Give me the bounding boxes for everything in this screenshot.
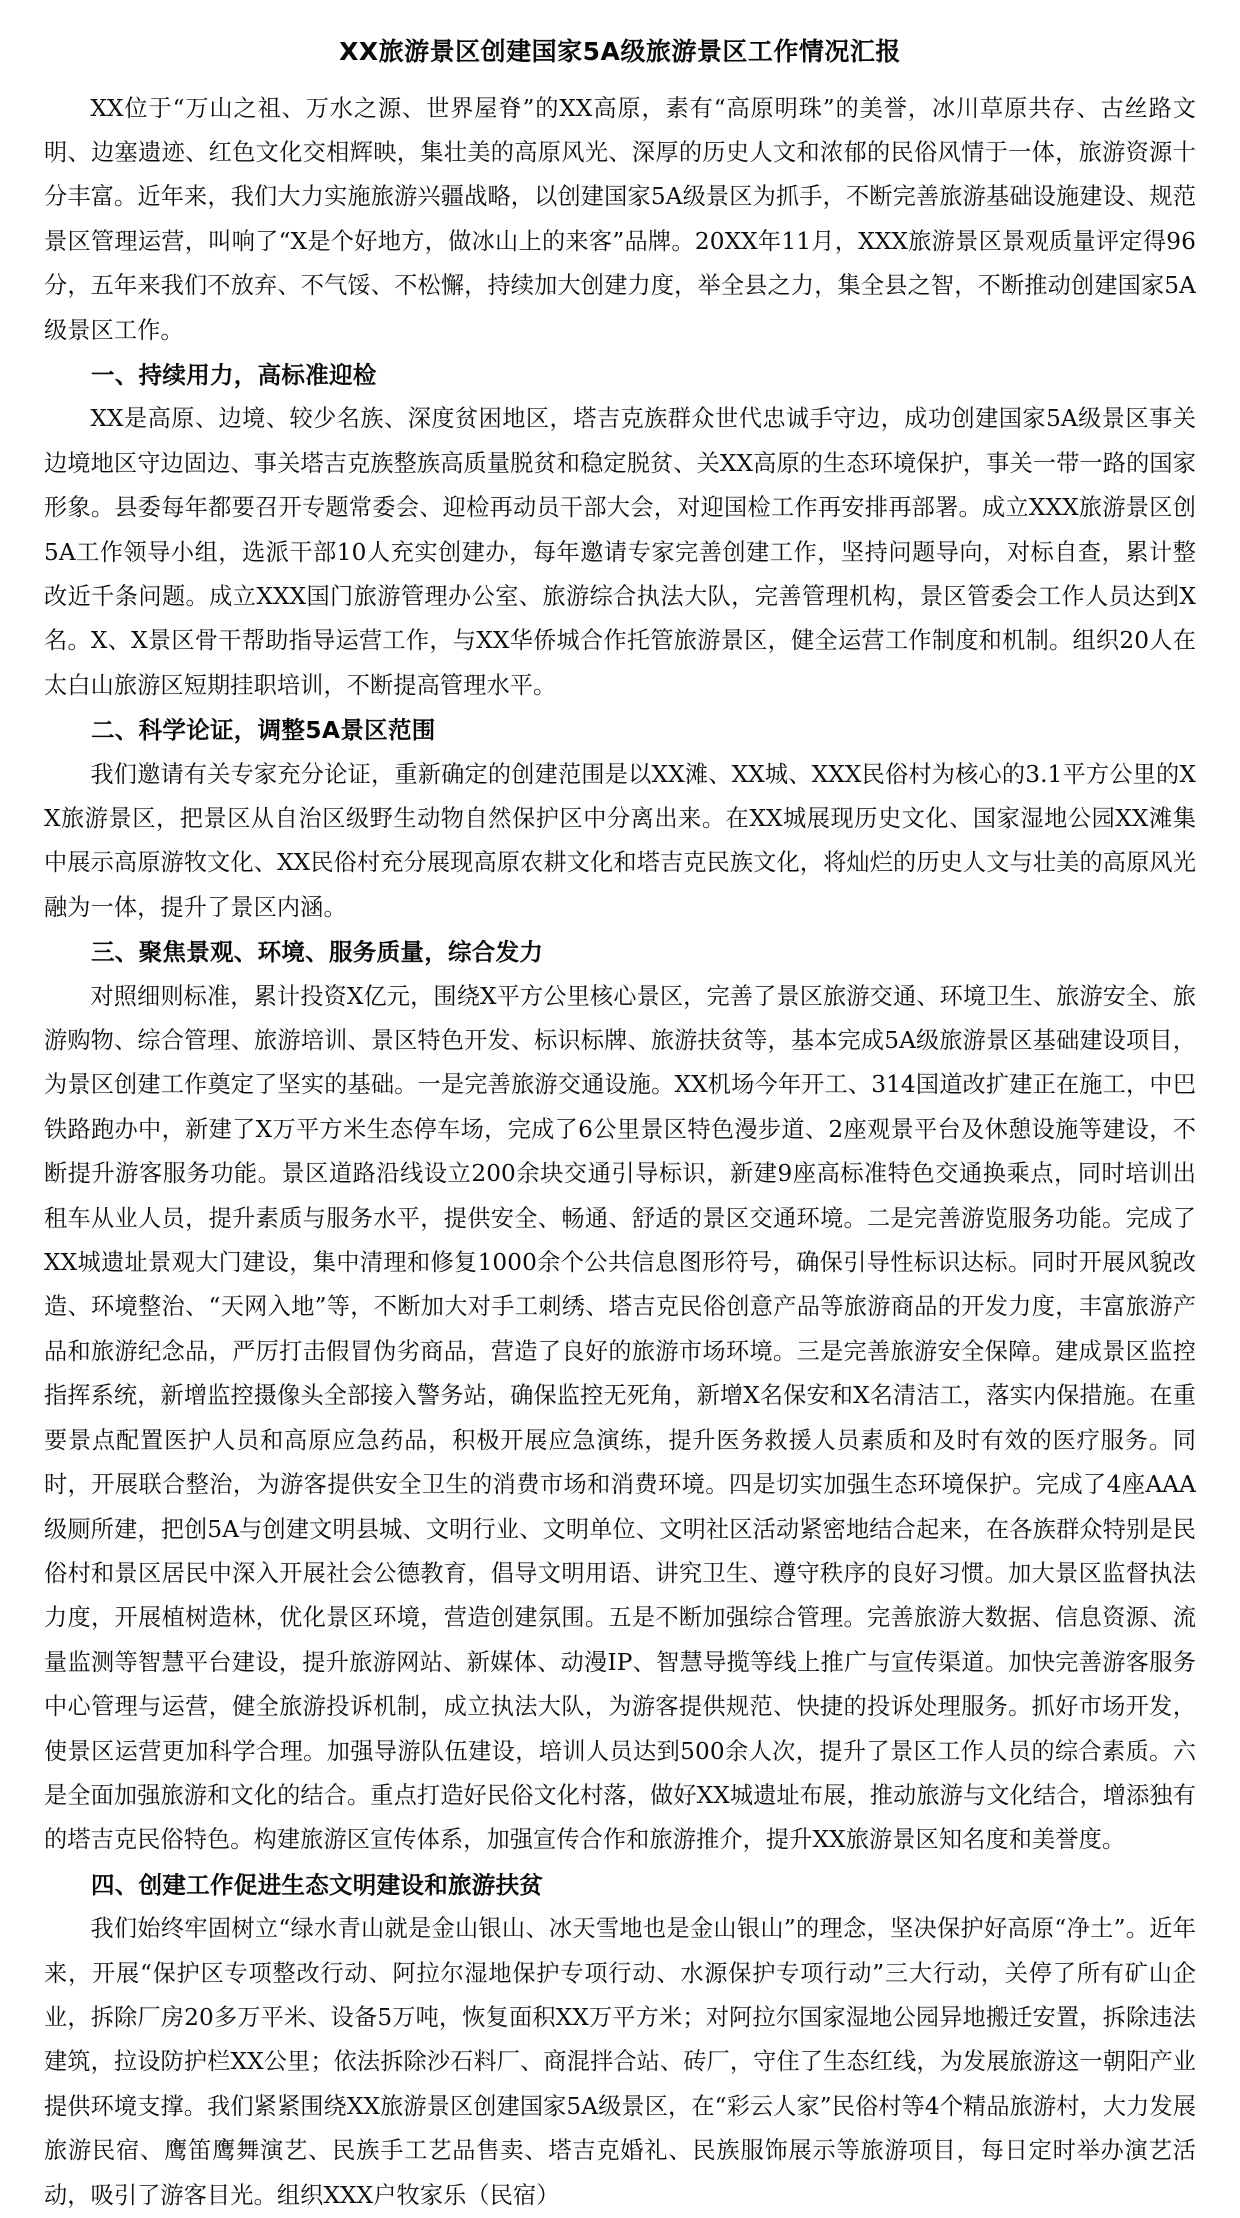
body-paragraph-section-1: XX是高原、边境、较少名族、深度贫困地区，塔吉克族群众世代忠诚手守边，成功创建国家5A级景区事关边境地区守边固边、事关塔吉克族整族高质量脱贫和稳定脱贫、关XX高原的生态环境保护，事关一带一路的国家形象。县委每年都要召开专题常委会、迎检再动员干部大会，对迎国检工作再安排再部署。成立XXX旅游景区创5A工作领导小组，选派干部10人充实创建办，每年邀请专家完善创建工作，坚持问题导向，对标自查，累计整改近千条问题。成立XXX国门旅游管理办公室、旅游综合执法大队，完善管理机构，景区管委会工作人员达到X名。X、X景区骨干帮助指导运营工作，与XX华侨城合作托管旅游景区，健全运营工作制度和机制。组织20人在太白山旅游区短期挂职培训，不断提高管理水平。: [44, 405, 1196, 699]
section-heading-2: 二、科学论证，调整5A景区范围: [91, 716, 436, 745]
body-paragraph-section-3: 对照细则标准，累计投资X亿元，围绕X平方公里核心景区，完善了景区旅游交通、环境卫生、旅游安全、旅游购物、综合管理、旅游培训、景区特色开发、标识标牌、旅游扶贫等，基本完成5A级旅游景区基础建设项目，为景区创建工作奠定了坚实的基础。一是完善旅游交通设施。XX机场今年开工、314国道改扩建正在施工，中巴铁路跑办中，新建了X万平方米生态停车场，完成了6公里景区特色漫步道、2座观景平台及休憩设施等建设，不断提升游客服务功能。景区道路沿线设立200余块交通引导标识，新建9座高标准特色交通换乘点，同时培训出租车从业人员，提升素质与服务水平，提供安全、畅通、舒适的景区交通环境。二是完善游览服务功能。完成了XX城遗址景观大门建设，集中清理和修复1000余个公共信息图形符号，确保引导性标识达标。同时开展风貌改造、环境整治、“天网入地”等，不断加大对手工刺绣、塔吉克民俗创意产品等旅游商品的开发力度，丰富旅游产品和旅游纪念品，严厉打击假冒伪劣商品，营造了良好的旅游市场环境。三是完善旅游安全保障。建成景区监控指挥系统，新增监控摄像头全部接入警务站，确保监控无死角，新增X名保安和X名清洁工，落实内保措施。在重要景点配置医护人员和高原应急药品，积极开展应急演练，提升医务救援人员素质和及时有效的医疗服务。同时，开展联合整治，为游客提供安全卫生的消费市场和消费环境。四是切实加强生态环境保护。完成了4座AAA级厕所建，把创5A与创建文明县城、文明行业、文明单位、文明社区活动紧密地结合起来，在各族群众特别是民俗村和景区居民中深入开展社会公德教育，倡导文明用语、讲究卫生、遵守秩序的良好习惯。加大景区监督执法力度，开展植树造林，优化景区环境，营造创建氛围。五是不断加强综合管理。完善旅游大数据、信息资源、流量监测等智慧平台建设，提升旅游网站、新媒体、动漫IP、智慧导揽等线上推广与宣传渠道。加快完善游客服务中心管理与运营，健全旅游投诉机制，成立执法大队，为游客提供规范、快捷的投诉处理服务。抓好市场开发，使景区运营更加科学合理。加强导游队伍建设，培训人员达到500余人次，提升了景区工作人员的综合素质。六是全面加强旅游和文化的结合。重点打造好民俗文化村落，做好XX城遗址布展，推动旅游与文化结合，增添独有的塔吉克民俗特色。构建旅游区宣传体系，加强宣传合作和旅游推介，提升XX旅游景区知名度和美誉度。: [44, 982, 1196, 1854]
section-heading-4: 四、创建工作促进生态文明建设和旅游扶贫: [91, 1870, 544, 1899]
body-paragraph-section-2: 我们邀请有关专家充分论证，重新确定的创建范围是以XX滩、XX城、XXX民俗村为核心的3.1平方公里的XX旅游景区，把景区从自治区级野生动物自然保护区中分离出来。在XX城展现历史文化、国家湿地公园XX滩集中展示高原游牧文化、XX民俗村充分展现高原农耕文化和塔吉克民族文化，将灿烂的历史人文与壮美的高原风光融为一体，提升了景区内涵。: [44, 760, 1196, 921]
body-paragraph-intro: XX位于“万山之祖、万水之源、世界屋脊”的XX高原，素有“高原明珠”的美誉，冰川草原共存、古丝路文明、边塞遗迹、红色文化交相辉映，集壮美的高原风光、深厚的历史人文和浓郁的民俗风情于一体，旅游资源十分丰富。近年来，我们大力实施旅游兴疆战略，以创建国家5A级景区为抓手，不断完善旅游基础设施建设、规范景区管理运营，叫响了“X是个好地方，做冰山上的来客”品牌。20XX年11月，XXX旅游景区景观质量评定得96分，五年来我们不放弃、不气馁、不松懈，持续加大创建力度，举全县之力，集全县之智，不断推动创建国家5A级景区工作。: [44, 94, 1196, 344]
section-heading-3: 三、聚焦景观、环境、服务质量，综合发力: [91, 938, 544, 967]
page-title: XX旅游景区创建国家5A级旅游景区工作情况汇报: [339, 37, 901, 66]
body-paragraph-section-4: 我们始终牢固树立“绿水青山就是金山银山、冰天雪地也是金山银山”的理念，坚决保护好高原“净土”。近年来，开展“保护区专项整改行动、阿拉尔湿地保护专项行动、水源保护专项行动”三大行动，关停了所有矿山企业，拆除厂房20多万平米、设备5万吨，恢复面积XX万平方米；对阿拉尔国家湿地公园异地搬迁安置，拆除违法建筑，拉设防护栏XX公里；依法拆除沙石料厂、商混拌合站、砖厂，守住了生态红线，为发展旅游这一朝阳产业提供环境支撑。我们紧紧围绕XX旅游景区创建国家5A级景区，在“彩云人家”民俗村等4个精品旅游村，大力发展旅游民宿、鹰笛鹰舞演艺、民族手工艺品售卖、塔吉克婚礼、民族服饰展示等旅游项目，每日定时举办演艺活动，吸引了游客目光。组织XXX户牧家乐（民宿）: [44, 1915, 1196, 2209]
section-heading-1: 一、持续用力，高标准迎检: [91, 360, 377, 389]
